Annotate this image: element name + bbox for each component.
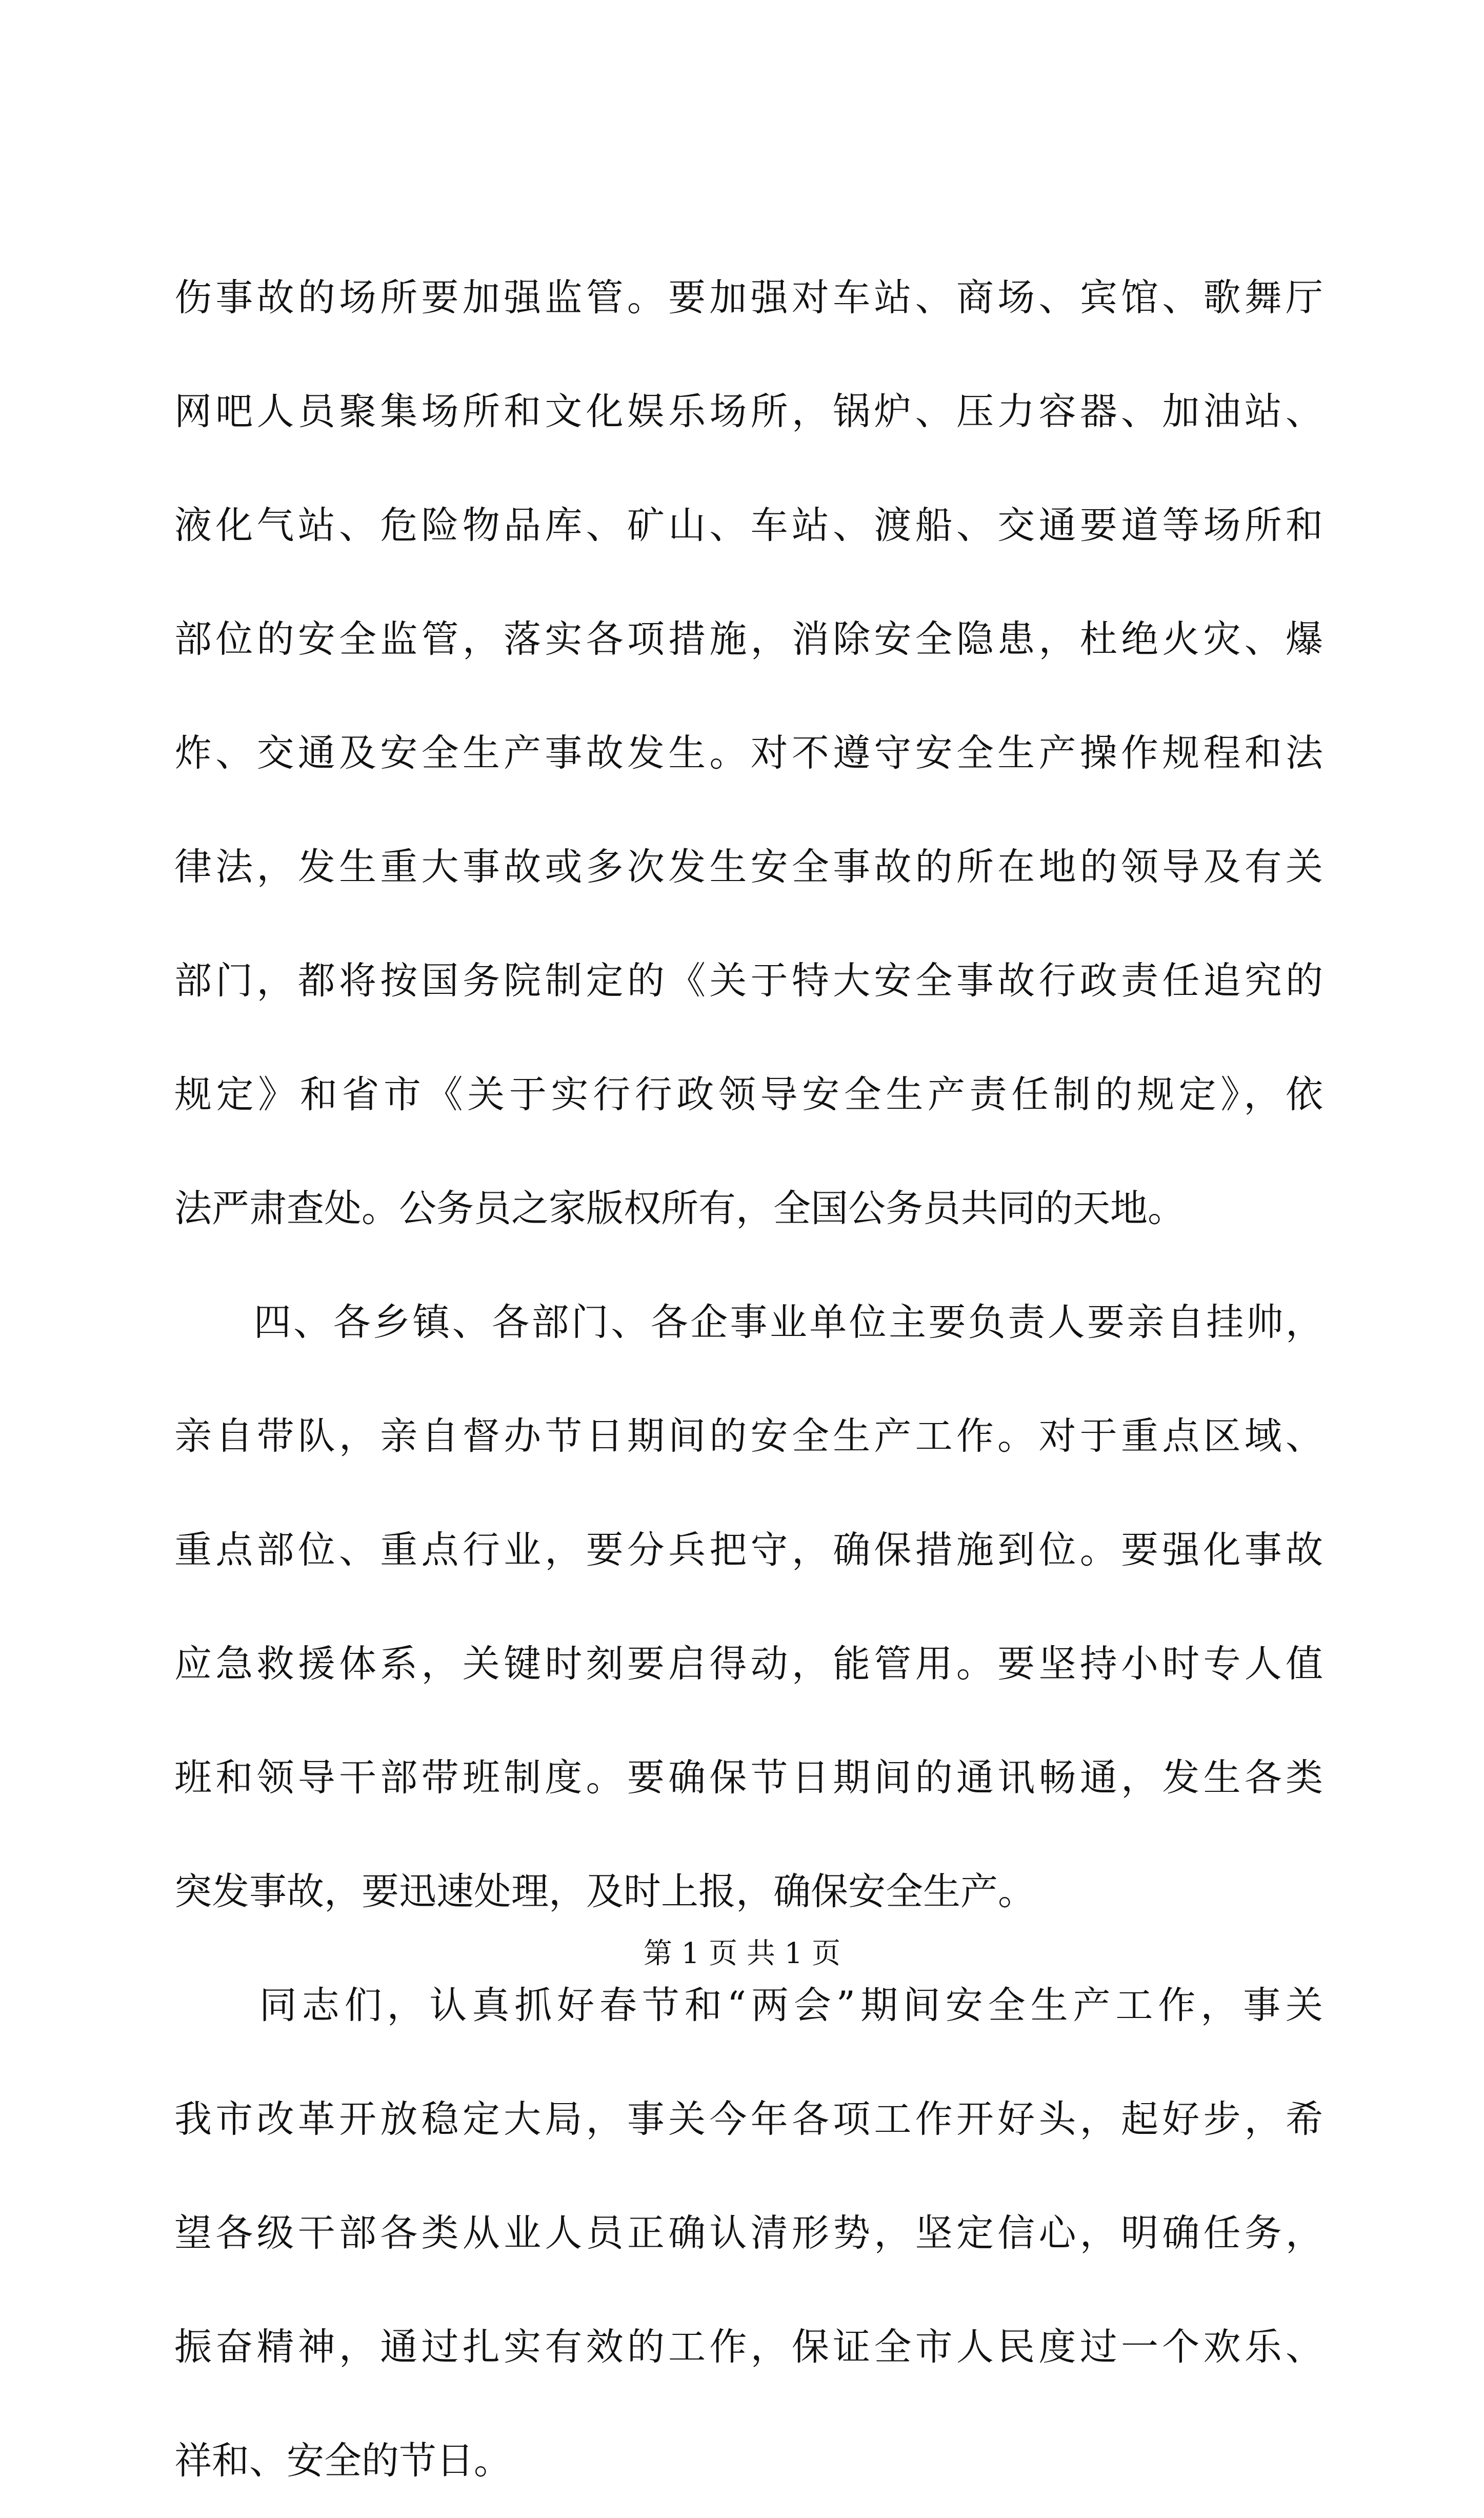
text-line: 炸、交通及安全生产事故发生。对不遵守安全生产操作规程和法 <box>174 731 1323 775</box>
text-line: 部位的安全监管，落实各项措施，消除安全隐患，杜绝火灾、爆 <box>174 617 1323 661</box>
text-line: 重点部位、重点行业，要分兵把守，确保措施到位。要强化事故 <box>174 1528 1323 1572</box>
paragraph-1 <box>174 241 1323 1266</box>
text-line: 突发事故，要迅速处理，及时上报，确保安全生产。 <box>174 1870 1035 1913</box>
text-line: 伤事故的场所要加强监管。要加强对车站、商场、宾馆、歌舞厅 <box>174 276 1323 319</box>
text-line: 法严肃查处。公务员之家版权所有，全国公务员共同的天地。 <box>174 1187 1185 1230</box>
text-line: 望各级干部各类从业人员正确认清形势，坚定信心，明确任务， <box>174 2211 1323 2255</box>
paragraph-3 <box>174 1949 1323 2518</box>
text-line: 振奋精神，通过扎实有效的工作，保证全市人民度过一个欢乐、 <box>174 2325 1323 2369</box>
text-line: 规定》和省市《关于实行行政领导安全生产责任制的规定》，依 <box>174 1073 1323 1116</box>
text-line: 我市改革开放稳定大局，事关今年各项工作开好头，起好步，希 <box>174 2097 1323 2141</box>
page-number-footer: 第 1 页 共 1 页 <box>643 1937 841 1970</box>
text-line: 亲自带队，亲自督办节日期间的安全生产工作。对于重点区域、 <box>174 1414 1323 1458</box>
paragraph-2 <box>174 1266 1323 1949</box>
text-line: 班和领导干部带班制度。要确保节日期间的通讯畅通，发生各类 <box>174 1756 1323 1800</box>
text-line: 应急救援体系，关键时刻要启得动，能管用。要坚持小时专人值 <box>174 1642 1323 1686</box>
text-line: 液化气站、危险物品库、矿山、车站、渡船、交通要道等场所和 <box>174 504 1323 547</box>
text-line: 部门，都将按国务院制定的《关于特大安全事故行政责任追究的 <box>174 959 1323 1003</box>
document-body <box>174 241 1323 2518</box>
text-line: 祥和、安全的节日。 <box>174 2439 511 2483</box>
text-line: 网吧人员聚集场所和文化娱乐场所，锅炉、压力容器、加油站、 <box>174 390 1323 433</box>
text-line: 四、各乡镇、各部门、各企事业单位主要负责人要亲自挂帅， <box>174 1301 1323 1344</box>
text-line: 同志们，认真抓好春节和“两会”期间安全生产工作，事关 <box>174 1984 1323 2027</box>
text-line: 律法，发生重大事故或多次发生安全事故的所在地的领导及有关 <box>174 845 1323 889</box>
